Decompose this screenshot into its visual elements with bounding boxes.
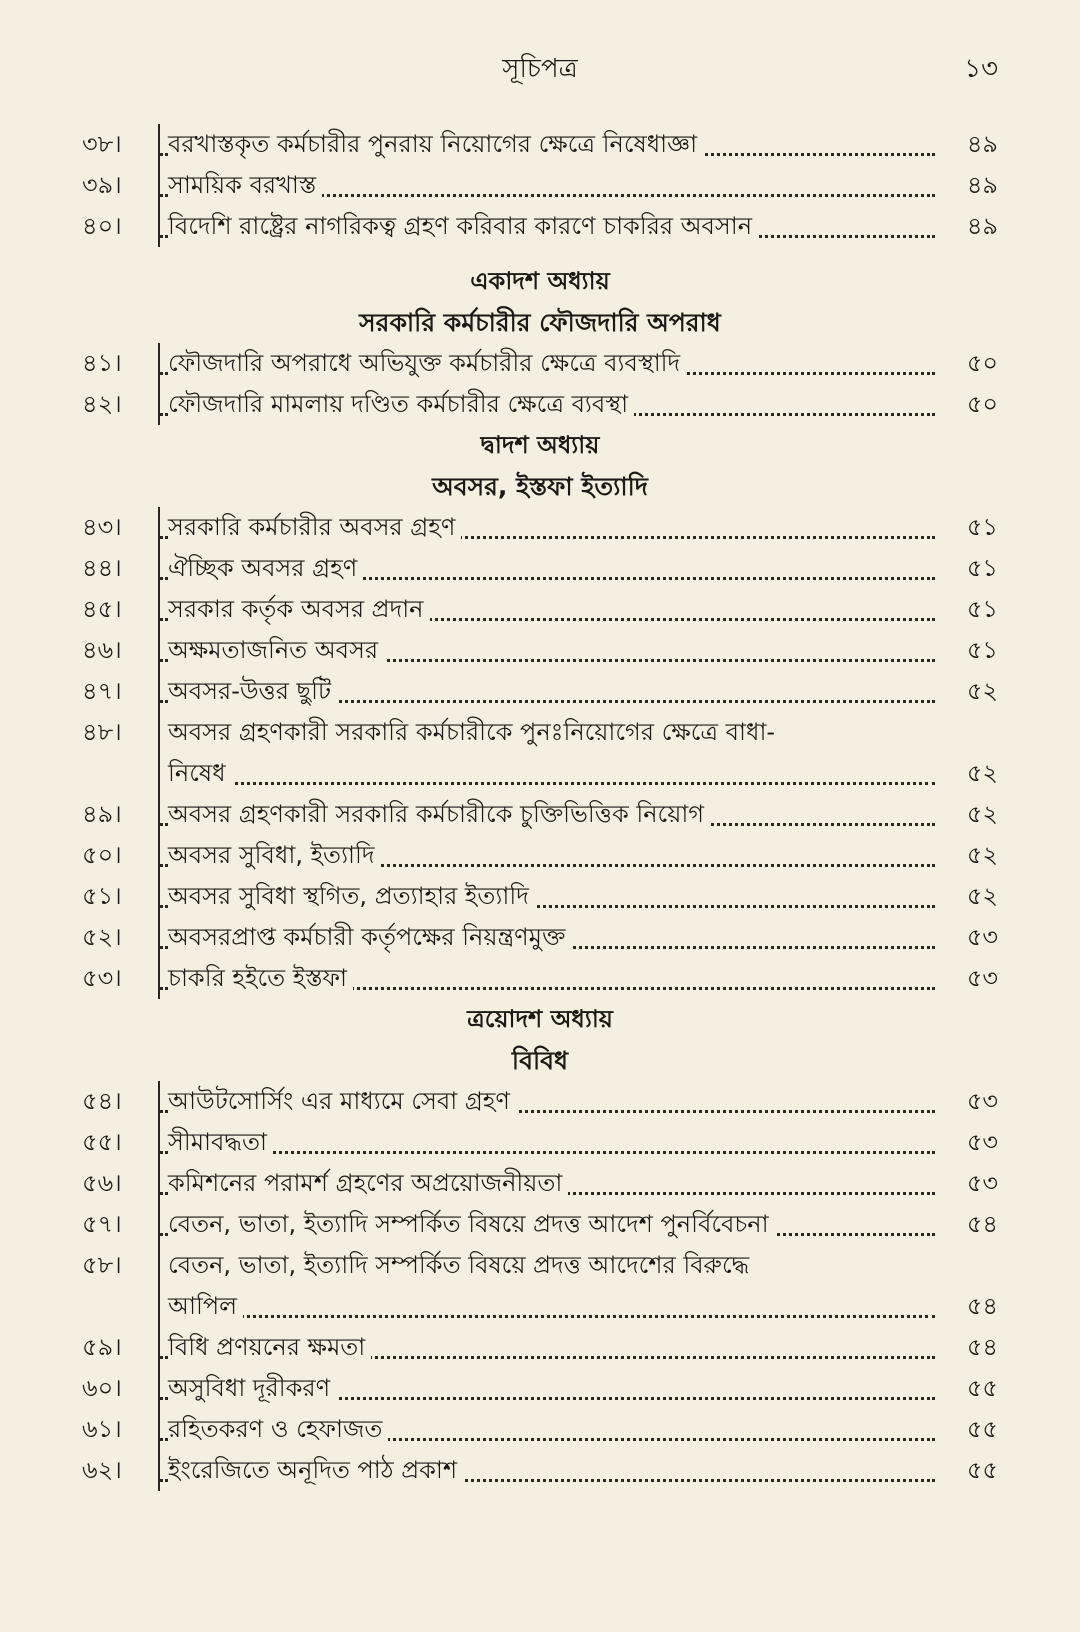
entry-title-box: [158, 1409, 935, 1450]
toc-entry: [0, 1368, 1080, 1409]
entry-number: ৫১।: [82, 882, 122, 910]
entry-number: ৪৪।: [82, 554, 122, 582]
entry-title: অসুবিধা দূরীকরণ: [168, 1374, 336, 1402]
entry-page: ৪৯: [966, 130, 998, 158]
toc-entry: [0, 1204, 1080, 1245]
entry-title-box: [158, 1245, 935, 1327]
entry-title-continuation: আপিল: [168, 1292, 243, 1320]
toc-entry: [0, 1081, 1080, 1122]
entry-title: চাকরি হইতে ইস্তফা: [168, 964, 353, 992]
entry-title-line: [168, 753, 935, 794]
entry-number: ৪৯।: [82, 800, 122, 828]
entry-number: ৪৬।: [82, 636, 122, 664]
entry-page: ৫৩: [966, 1087, 998, 1115]
toc-entry: [0, 630, 1080, 671]
running-title: সূচিপত্র: [502, 54, 578, 84]
entry-title-box: [158, 712, 935, 794]
entry-page: ৫৩: [966, 1169, 998, 1197]
entry-title-box: [158, 794, 935, 835]
entry-number: ৫৪।: [82, 1087, 122, 1115]
dot-leader: [160, 1151, 935, 1154]
chapter-title: অবসর, ইস্তফা ইত্যাদি: [432, 472, 648, 501]
dot-leader: [168, 782, 935, 785]
running-head: [0, 48, 1080, 88]
entry-number: ৫৫।: [82, 1128, 122, 1156]
toc-entry: [0, 1409, 1080, 1450]
toc-entry: [0, 1327, 1080, 1368]
entry-page: ৫১: [966, 554, 998, 582]
entry-number: ৩৮।: [82, 130, 122, 158]
entry-page: ৫৪: [966, 1292, 998, 1320]
entry-title: বরখাস্তকৃত কর্মচারীর পুনরায় নিয়োগের ক্ষেত্রে নিষেধাজ্ঞা: [168, 130, 703, 158]
entry-page: ৫২: [966, 677, 998, 705]
entry-title: সরকার কর্তৃক অবসর প্রদান: [168, 595, 430, 623]
entry-title: অবসর সুবিধা, ইত্যাদি: [168, 841, 380, 869]
entry-title-box: [158, 1450, 935, 1491]
chapter-title: বিবিধ: [511, 1046, 569, 1075]
toc-entry: [0, 917, 1080, 958]
entry-page: ৫২: [966, 800, 998, 828]
entry-title: অবসর সুবিধা স্থগিত, প্রত্যাহার ইত্যাদি: [168, 882, 535, 910]
entry-page: ৫৩: [966, 1128, 998, 1156]
entry-page: ৫১: [966, 636, 998, 664]
entry-title: সীমাবদ্ধতা: [168, 1128, 273, 1156]
toc-entry: [0, 548, 1080, 589]
entry-page: ৫৪: [966, 1210, 998, 1238]
entry-page: ৫২: [966, 841, 998, 869]
entry-title: অবসর গ্রহণকারী সরকারি কর্মচারীকে চুক্তিভিত্তিক নিয়োগ: [168, 800, 710, 828]
toc-entry: [0, 876, 1080, 917]
entry-title-box: [158, 589, 935, 630]
entry-title-box: [158, 548, 935, 589]
entry-title: বেতন, ভাতা, ইত্যাদি সম্পর্কিত বিষয়ে প্রদত্ত আদেশের বিরুদ্ধে: [168, 1251, 755, 1279]
toc-entry: [0, 1450, 1080, 1491]
entry-page: ৫০: [966, 349, 998, 377]
toc-entry: [0, 1122, 1080, 1163]
entry-number: ৫৩।: [82, 964, 122, 992]
entry-number: ৬১।: [82, 1415, 122, 1443]
entry-number: ৫০।: [82, 841, 122, 869]
toc-entry: [0, 671, 1080, 712]
entry-page: ৫৪: [966, 1333, 998, 1361]
entry-number: ৩৯।: [82, 171, 122, 199]
entry-number: ৬০।: [82, 1374, 122, 1402]
entry-number: ৬২।: [82, 1456, 122, 1484]
entry-title: অবসরপ্রাপ্ত কর্মচারী কর্তৃপক্ষের নিয়ন্ত্রণমুক্ত: [168, 923, 571, 951]
entry-title-box: [158, 876, 935, 917]
entry-title-box: [158, 1163, 935, 1204]
entry-number: ৪২।: [82, 390, 122, 418]
entry-page: ৫২: [966, 882, 998, 910]
toc-entry: [0, 124, 1080, 165]
entry-title-box: [158, 1204, 935, 1245]
entry-title: ইংরেজিতে অনূদিত পাঠ প্রকাশ: [168, 1456, 463, 1484]
entry-page: ৫৩: [966, 964, 998, 992]
entry-title-box: [158, 343, 935, 384]
entry-title: অবসর গ্রহণকারী সরকারি কর্মচারীকে পুনঃনিয়োগের ক্ষেত্রে বাধা-: [168, 718, 781, 746]
entry-title-line: [168, 712, 935, 753]
entry-title-box: [158, 917, 935, 958]
toc-entry: [0, 343, 1080, 384]
entry-number: ৪১।: [82, 349, 122, 377]
entry-title: ফৌজদারি মামলায় দণ্ডিত কর্মচারীর ক্ষেত্রে ব্যবস্থা: [168, 390, 634, 418]
entry-title-box: [158, 958, 935, 999]
entry-title: সাময়িক বরখাস্ত: [168, 171, 322, 199]
entry-page: ৫০: [966, 390, 998, 418]
entry-title: বিধি প্রণয়নের ক্ষমতা: [168, 1333, 371, 1361]
chapter-heading: ত্রয়োদশ অধ্যায়: [467, 1005, 613, 1033]
entry-title-box: [158, 165, 935, 206]
entry-page: ৫৫: [966, 1456, 998, 1484]
entry-title: অবসর-উত্তর ছুটি: [168, 677, 337, 705]
toc-entry: [0, 165, 1080, 206]
entry-title: বিদেশি রাষ্ট্রের নাগরিকত্ব গ্রহণ করিবার কারণে চাকরির অবসান: [168, 212, 758, 240]
entry-title-line: [168, 1245, 935, 1286]
entry-page: ৫১: [966, 595, 998, 623]
entry-title: আউটসোর্সিং এর মাধ্যমে সেবা গ্রহণ: [168, 1087, 516, 1115]
toc-entry: [0, 712, 1080, 794]
entry-title-box: [158, 507, 935, 548]
entry-title-box: [158, 384, 935, 425]
entry-title-line: [168, 1286, 935, 1327]
entry-title: সরকারি কর্মচারীর অবসর গ্রহণ: [168, 513, 461, 541]
entry-title: রহিতকরণ ও হেফাজত: [168, 1415, 388, 1443]
entry-title-box: [158, 1327, 935, 1368]
chapter-heading: একাদশ অধ্যায়: [470, 267, 610, 295]
toc-entry: [0, 835, 1080, 876]
entry-page: ৫৫: [966, 1374, 998, 1402]
dot-leader: [168, 1315, 935, 1318]
table-of-contents: [0, 124, 1080, 1491]
entry-title-box: [158, 835, 935, 876]
entry-number: ৪০।: [82, 212, 122, 240]
entry-number: ৫৮।: [82, 1251, 122, 1279]
page-number: ১৩: [964, 54, 998, 84]
entry-number: ৪৮।: [82, 718, 122, 746]
entry-title: বেতন, ভাতা, ইত্যাদি সম্পর্কিত বিষয়ে প্রদত্ত আদেশ পুনর্বিবেচনা: [168, 1210, 775, 1238]
entry-page: ৫১: [966, 513, 998, 541]
entry-number: ৫৬।: [82, 1169, 122, 1197]
chapter-heading: দ্বাদশ অধ্যায়: [480, 431, 600, 459]
toc-entry: [0, 958, 1080, 999]
entry-page: ৫৫: [966, 1415, 998, 1443]
toc-entry: [0, 206, 1080, 247]
entry-title-box: [158, 124, 935, 165]
toc-entry: [0, 794, 1080, 835]
entry-title-box: [158, 671, 935, 712]
entry-title-box: [158, 1081, 935, 1122]
entry-page: ৫৩: [966, 923, 998, 951]
entry-page: ৪৯: [966, 212, 998, 240]
chapter-title: সরকারি কর্মচারীর ফৌজদারি অপরাধ: [359, 308, 721, 337]
toc-entry: [0, 1245, 1080, 1327]
entry-title-box: [158, 1368, 935, 1409]
toc-entry: [0, 1163, 1080, 1204]
entry-title-box: [158, 206, 935, 247]
entry-number: ৪৩।: [82, 513, 122, 541]
entry-number: ৫২।: [82, 923, 122, 951]
entry-number: ৪৫।: [82, 595, 122, 623]
entry-number: ৪৭।: [82, 677, 122, 705]
entry-title-box: [158, 630, 935, 671]
entry-title-continuation: নিষেধ: [168, 759, 232, 787]
entry-title: ফৌজদারি অপরাধে অভিযুক্ত কর্মচারীর ক্ষেত্রে ব্যবস্থাদি: [168, 349, 686, 377]
toc-entry: [0, 507, 1080, 548]
toc-entry: [0, 589, 1080, 630]
entry-title-box: [158, 1122, 935, 1163]
entry-number: ৫৯।: [82, 1333, 122, 1361]
entry-number: ৫৭।: [82, 1210, 122, 1238]
entry-title: অক্ষমতাজনিত অবসর: [168, 636, 384, 664]
entry-page: ৫২: [966, 759, 998, 787]
entry-title: কমিশনের পরামর্শ গ্রহণের অপ্রয়োজনীয়তা: [168, 1169, 568, 1197]
toc-entry: [0, 384, 1080, 425]
entry-page: ৪৯: [966, 171, 998, 199]
entry-title: ঐচ্ছিক অবসর গ্রহণ: [168, 554, 363, 582]
